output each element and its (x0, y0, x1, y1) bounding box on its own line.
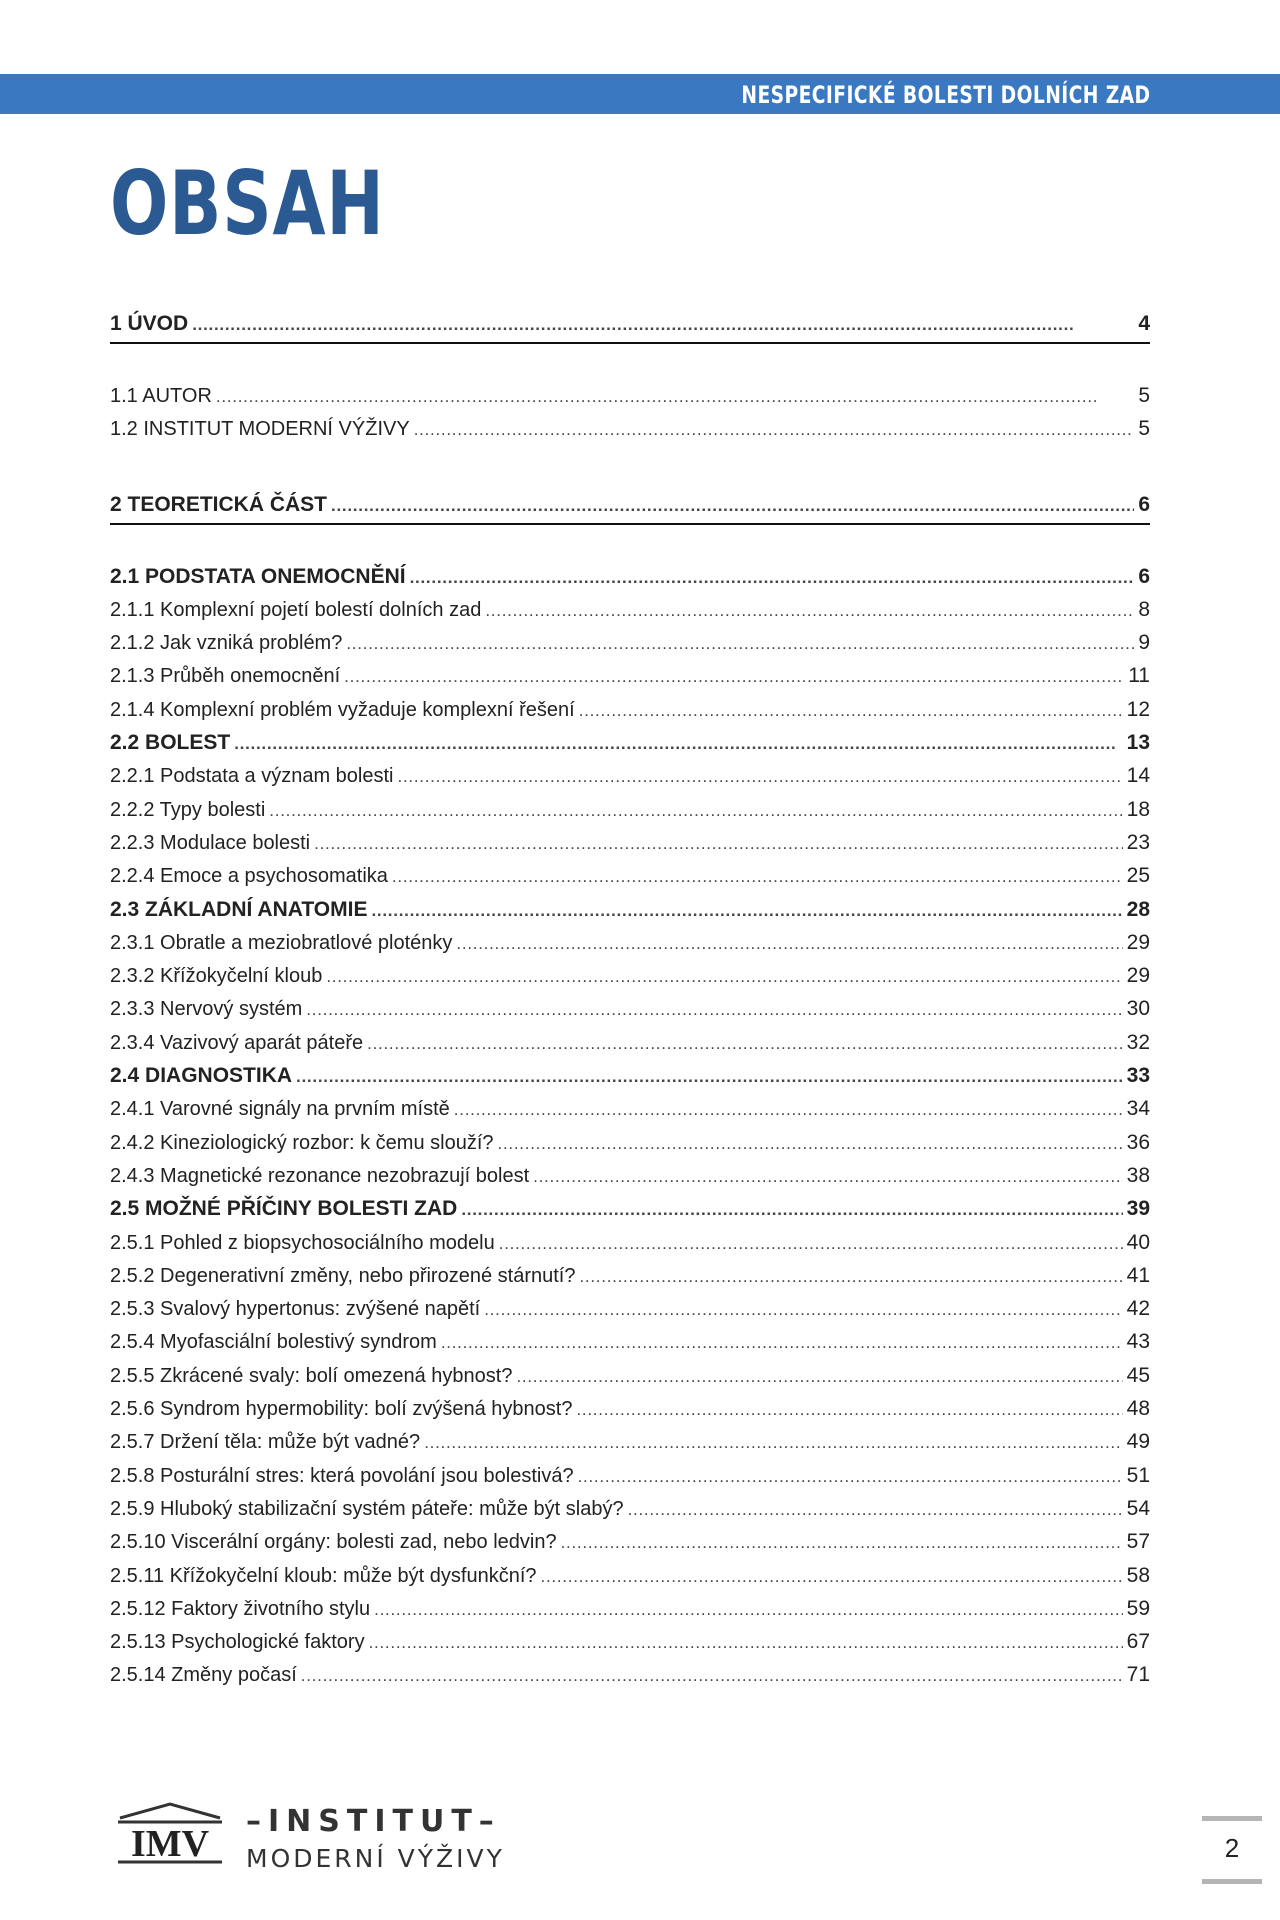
toc-entry-page: 48 (1126, 1397, 1150, 1421)
toc-entry-label: 2.5.6 Syndrom hypermobility: bolí zvýšená hybnost? (110, 1398, 573, 1421)
toc-entry-page: 58 (1126, 1563, 1150, 1587)
toc-entry[interactable] (110, 1197, 1150, 1230)
toc-entry-label: 2.5.2 Degenerativní změny, nebo přirozené stárnutí? (110, 1264, 576, 1287)
toc-entry[interactable] (110, 1630, 1150, 1663)
toc-dot-leader (296, 1064, 1123, 1088)
toc-entry-label: 2.3.1 Obratle a meziobratlové ploténky (110, 931, 453, 954)
toc-dot-leader (346, 631, 1134, 655)
toc-entry[interactable] (110, 898, 1150, 931)
toc-entry-label: 2.5.9 Hluboký stabilizační systém páteře: může být slabý? (110, 1497, 624, 1520)
toc-entry-label: 2 TEORETICKÁ ČÁST (110, 492, 328, 516)
logo-line-moderni-vyzivy: MODERNÍ VÝŽIVY (246, 1844, 505, 1873)
toc-entry-page: 49 (1126, 1430, 1150, 1454)
toc-entry-page: 41 (1126, 1263, 1150, 1287)
toc-entry[interactable] (110, 731, 1150, 764)
toc-entry[interactable] (110, 565, 1150, 598)
toc-entry-label: 2.4 DIAGNOSTIKA (110, 1064, 293, 1088)
toc-spacer (110, 525, 1150, 565)
toc-entry-label: 1.1 AUTOR (110, 385, 212, 407)
toc-entry[interactable] (110, 864, 1150, 897)
toc-entry-label: 2.5.12 Faktory životního stylu (110, 1597, 371, 1620)
toc-dot-leader (371, 898, 1122, 922)
toc-entry[interactable] (110, 664, 1150, 697)
toc-entry-label: 2.3.2 Křížokyčelní kloub (110, 965, 323, 988)
toc-entry[interactable] (110, 493, 1150, 525)
toc-entry-page: 38 (1126, 1163, 1150, 1187)
toc-entry[interactable] (110, 1430, 1150, 1463)
toc-dot-leader (398, 764, 1123, 788)
page-title: OBSAH (110, 152, 385, 255)
toc-entry-page: 6 (1138, 492, 1150, 516)
toc-entry[interactable] (110, 1364, 1150, 1397)
toc-entry-label: 2.3.3 Nervový systém (110, 998, 303, 1021)
toc-entry[interactable] (110, 1264, 1150, 1297)
toc-spacer (110, 344, 1150, 384)
toc-entry[interactable] (110, 964, 1150, 997)
toc-entry-page: 28 (1126, 897, 1150, 921)
toc-entry-page: 11 (1128, 664, 1150, 688)
toc-entry-page: 5 (1138, 417, 1150, 441)
imv-logo-text: IMV (130, 1823, 210, 1865)
toc-entry[interactable] (110, 598, 1150, 631)
toc-dot-leader (499, 1231, 1123, 1255)
toc-entry[interactable] (110, 1031, 1150, 1064)
toc-entry-label: 2.5.13 Psychologické faktory (110, 1631, 365, 1654)
toc-entry-label: 1.2 INSTITUT MODERNÍ VÝŽIVY (110, 418, 410, 441)
imv-logo-mark (110, 1800, 230, 1870)
toc-dot-leader (498, 1131, 1123, 1155)
toc-entry-label: 2.5.4 Myofasciální bolestivý syndrom (110, 1331, 437, 1354)
toc-dot-leader (454, 1097, 1123, 1121)
toc-entry-page: 39 (1126, 1197, 1150, 1221)
toc-entry-page: 5 (1138, 384, 1150, 407)
toc-entry-page: 40 (1126, 1230, 1150, 1254)
toc-entry-label: 2.5.11 Křížokyčelní kloub: může být dysfunkční? (110, 1564, 537, 1587)
toc-dot-leader (628, 1497, 1123, 1521)
toc-entry[interactable] (110, 1164, 1150, 1197)
toc-entry-label: 2.1.3 Průběh onemocnění (110, 665, 341, 688)
toc-entry[interactable] (110, 798, 1150, 831)
toc-dot-leader (410, 565, 1135, 589)
toc-entry-page: 34 (1126, 1097, 1150, 1121)
toc-dot-leader (579, 1264, 1122, 1288)
toc-entry-label: 2.5.5 Zkrácené svaly: bolí omezená hybnost? (110, 1364, 513, 1387)
toc-dot-leader (216, 384, 1134, 408)
toc-entry-page: 30 (1126, 997, 1150, 1021)
toc-dot-leader (374, 1597, 1123, 1621)
toc-dot-leader (533, 1164, 1122, 1188)
toc-entry-label: 2.2.4 Emoce a psychosomatika (110, 865, 388, 888)
toc-entry[interactable] (110, 1297, 1150, 1330)
toc-dot-leader (392, 864, 1123, 888)
toc-entry-label: 2.2.1 Podstata a význam bolesti (110, 765, 394, 788)
toc-entry-page: 13 (1126, 731, 1150, 755)
toc-entry-page: 59 (1126, 1596, 1150, 1620)
toc-entry-label: 2.5 MOŽNÉ PŘÍČINY BOLESTI ZAD (110, 1197, 458, 1221)
toc-entry-page: 67 (1126, 1630, 1150, 1654)
toc-entry-page: 51 (1126, 1463, 1150, 1487)
toc-entry[interactable] (110, 1097, 1150, 1130)
toc-entry[interactable] (110, 831, 1150, 864)
toc-entry[interactable] (110, 1231, 1150, 1264)
toc-entry-page: 45 (1126, 1363, 1150, 1387)
toc-dot-leader (485, 598, 1134, 622)
toc-dot-leader (441, 1330, 1123, 1354)
toc-entry-page: 18 (1126, 797, 1150, 821)
toc-dot-leader (579, 698, 1123, 722)
table-of-contents (110, 312, 1150, 1697)
toc-dot-leader (326, 964, 1122, 988)
toc-entry-page: 43 (1126, 1330, 1150, 1354)
toc-dot-leader (414, 417, 1135, 441)
toc-entry-page: 25 (1126, 864, 1150, 888)
toc-entry-page: 4 (1138, 312, 1150, 335)
toc-entry-page: 9 (1138, 631, 1150, 655)
toc-dot-leader (331, 493, 1134, 517)
toc-entry-label: 2.4.2 Kineziologický rozbor: k čemu slouží? (110, 1131, 494, 1154)
toc-entry[interactable] (110, 1397, 1150, 1430)
toc-entry-label: 2.5.10 Viscerální orgány: bolesti zad, nebo ledvin? (110, 1531, 557, 1554)
toc-dot-leader (306, 997, 1122, 1021)
toc-entry[interactable] (110, 1330, 1150, 1363)
toc-entry-label: 2.1 PODSTATA ONEMOCNĚNÍ (110, 564, 406, 588)
toc-dot-leader (301, 1663, 1123, 1687)
toc-dot-leader (484, 1297, 1122, 1321)
toc-entry[interactable] (110, 997, 1150, 1030)
toc-entry-page: 29 (1126, 930, 1150, 954)
toc-entry-label: 2.2.2 Typy bolesti (110, 798, 266, 821)
toc-entry-label: 2.2 BOLEST (110, 731, 231, 755)
toc-entry[interactable] (110, 384, 1150, 417)
toc-entry-page: 57 (1126, 1530, 1150, 1554)
toc-entry[interactable] (110, 1597, 1150, 1630)
toc-entry[interactable] (110, 698, 1150, 731)
toc-entry-page: 6 (1138, 564, 1150, 588)
toc-entry-label: 2.5.1 Pohled z biopsychosociálního modelu (110, 1231, 495, 1254)
toc-entry[interactable] (110, 931, 1150, 964)
toc-entry[interactable] (110, 1064, 1150, 1097)
toc-dot-leader (314, 831, 1123, 855)
toc-entry-label: 2.5.3 Svalový hypertonus: zvýšené napětí (110, 1298, 481, 1321)
toc-entry[interactable] (110, 1663, 1150, 1696)
toc-dot-leader (344, 664, 1124, 688)
toc-entry-page: 33 (1126, 1064, 1150, 1088)
toc-entry[interactable] (110, 631, 1150, 664)
toc-entry[interactable] (110, 1530, 1150, 1563)
toc-entry-page: 12 (1126, 697, 1150, 721)
logo-line-institut: –INSTITUT– (246, 1804, 501, 1839)
toc-entry-label: 2.5.7 Držení těla: může být vadné? (110, 1431, 421, 1454)
toc-entry-label: 2.4.3 Magnetické rezonance nezobrazují bolest (110, 1164, 530, 1187)
toc-entry[interactable] (110, 1131, 1150, 1164)
toc-dot-leader (192, 312, 1134, 336)
toc-entry-page: 29 (1126, 964, 1150, 988)
page-number: 2 (1202, 1816, 1262, 1884)
toc-entry-label: 2.1.4 Komplexní problém vyžaduje komplexní řešení (110, 698, 575, 721)
toc-entry-label: 2.2.3 Modulace bolesti (110, 831, 311, 854)
toc-entry-label: 1 ÚVOD (110, 312, 189, 335)
toc-entry[interactable] (110, 1497, 1150, 1530)
toc-entry-page: 54 (1126, 1496, 1150, 1520)
imv-logo (110, 1800, 530, 1880)
toc-entry-label: 2.4.1 Varovné signály na prvním místě (110, 1098, 450, 1121)
toc-dot-leader (576, 1397, 1122, 1421)
toc-dot-leader (424, 1430, 1122, 1454)
toc-entry-page: 23 (1126, 830, 1150, 854)
toc-entry-page: 42 (1126, 1297, 1150, 1321)
toc-dot-leader (369, 1630, 1123, 1654)
toc-entry-label: 2.3 ZÁKLADNÍ ANATOMIE (110, 897, 368, 921)
toc-dot-leader (269, 798, 1122, 822)
toc-dot-leader (541, 1564, 1123, 1588)
toc-entry[interactable] (110, 1464, 1150, 1497)
toc-entry-page: 71 (1126, 1663, 1150, 1687)
toc-entry-label: 2.5.8 Posturální stres: která povolání jsou bolestivá? (110, 1464, 574, 1487)
toc-entry-page: 32 (1126, 1030, 1150, 1054)
toc-dot-leader (456, 931, 1122, 955)
toc-dot-leader (578, 1464, 1123, 1488)
toc-dot-leader (561, 1530, 1123, 1554)
toc-entry-label: 2.3.4 Vazivový aparát páteře (110, 1031, 364, 1054)
toc-entry[interactable] (110, 764, 1150, 797)
toc-entry[interactable] (110, 417, 1150, 450)
document-title: NESPECIFICKÉ BOLESTI DOLNÍCH ZAD (740, 81, 1150, 109)
toc-entry[interactable] (110, 1564, 1150, 1597)
toc-dot-leader (234, 731, 1122, 755)
header-band (0, 74, 1280, 114)
toc-dot-leader (367, 1031, 1123, 1055)
toc-entry-page: 14 (1126, 764, 1150, 788)
toc-dot-leader (516, 1364, 1122, 1388)
toc-entry-label: 2.1.1 Komplexní pojetí bolestí dolních zad (110, 598, 482, 621)
toc-entry[interactable] (110, 312, 1150, 344)
toc-spacer (110, 451, 1150, 493)
toc-entry-page: 36 (1126, 1130, 1150, 1154)
toc-dot-leader (461, 1197, 1122, 1221)
toc-entry-page: 8 (1138, 597, 1150, 621)
toc-entry-label: 2.1.2 Jak vzniká problém? (110, 632, 343, 655)
toc-entry-label: 2.5.14 Změny počasí (110, 1664, 297, 1687)
